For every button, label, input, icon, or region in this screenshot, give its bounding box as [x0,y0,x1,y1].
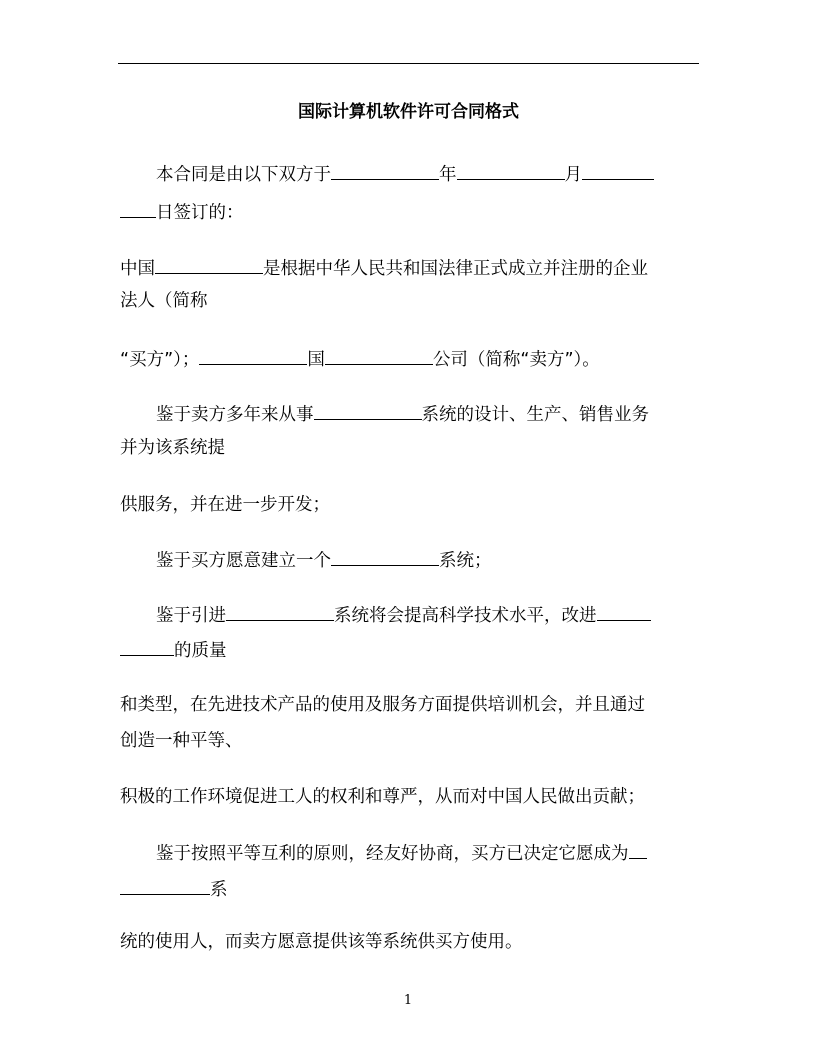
contract-intro-line [156,161,654,187]
blank-date-day-part2[interactable] [120,199,156,218]
system-char-text: 系 [210,880,228,900]
blank-seller-country[interactable] [199,346,307,365]
blank-system-name-4-part1[interactable] [629,840,647,859]
blank-system-name-4-part2[interactable] [120,876,210,895]
whereas-import-text: 鉴于引进 [156,606,226,626]
buyer-description: 是根据中华人民共和国法律正式成立并注册的企业 [263,259,648,279]
system-label: 系统； [439,551,492,571]
legal-person-text: 法人（简称 [120,291,208,311]
seller-line [120,346,600,372]
document-title: 国际计算机软件许可合同格式 [298,102,519,122]
seller-short-name: 公司（简称“卖方”）。 [432,350,600,370]
user-provider-text: 统的使用人，而卖方愿意提供该等系统供买方使用。 [120,932,523,952]
whereas-decision-line [156,840,647,866]
contract-intro-line-2 [120,199,244,225]
whereas-decision-text: 鉴于按照平等互利的原则，经友好协商，买方已决定它愿成为 [156,844,629,864]
contribution-text: 积极的工作环境促进工人的权利和尊严，从而对中国人民做出贡献； [120,787,645,807]
whereas-decision-line-3 [120,930,523,954]
blank-date-year[interactable] [331,161,439,180]
intro-text: 本合同是由以下双方于 [156,165,331,185]
month-label: 月 [564,165,582,185]
header-rule [118,63,699,64]
whereas-buyer-line [156,547,492,573]
blank-system-name-3[interactable] [226,602,334,621]
whereas-import-line [156,602,651,628]
page-number: 1 [403,993,413,1008]
day-signed-text: 日签订的： [156,203,244,223]
whereas-buyer-text: 鉴于买方愿意建立一个 [156,551,331,571]
training-text: 和类型，在先进技术产品的使用及服务方面提供培训机会，并且通过 [120,695,645,715]
whereas-import-line-5 [120,785,645,809]
blank-system-name-2[interactable] [331,547,439,566]
blank-improve-target-part2[interactable] [120,637,174,656]
whereas-seller-line-3 [120,493,330,517]
country-label: 国 [307,350,325,370]
whereas-seller-line-2 [120,436,225,460]
whereas-import-line-2 [120,637,227,663]
year-label: 年 [439,165,457,185]
system-business-text: 系统的设计、生产、销售业务 [421,405,649,425]
quality-text: 的质量 [174,641,227,661]
whereas-import-line-3 [120,693,645,717]
whereas-decision-line-2 [120,876,228,902]
whereas-seller-line [156,401,649,427]
buyer-line [120,255,648,281]
blank-improve-target-part1[interactable] [597,602,651,621]
blank-seller-company[interactable] [325,346,433,365]
system-provide-text: 并为该系统提 [120,438,225,458]
equality-text: 创造一种平等、 [120,731,243,751]
buyer-short-name: “买方”）； [120,350,200,370]
china-label: 中国 [120,259,155,279]
improve-text: 系统将会提高科学技术水平，改进 [334,606,597,626]
service-development-text: 供服务，并在进一步开发； [120,495,330,515]
blank-date-day-part1[interactable] [582,161,654,180]
whereas-seller-text: 鉴于卖方多年来从事 [156,405,314,425]
blank-date-month[interactable] [457,161,565,180]
blank-buyer-name[interactable] [155,255,263,274]
whereas-import-line-4 [120,729,243,753]
blank-system-name-1[interactable] [314,401,422,420]
buyer-line-2 [120,289,208,313]
